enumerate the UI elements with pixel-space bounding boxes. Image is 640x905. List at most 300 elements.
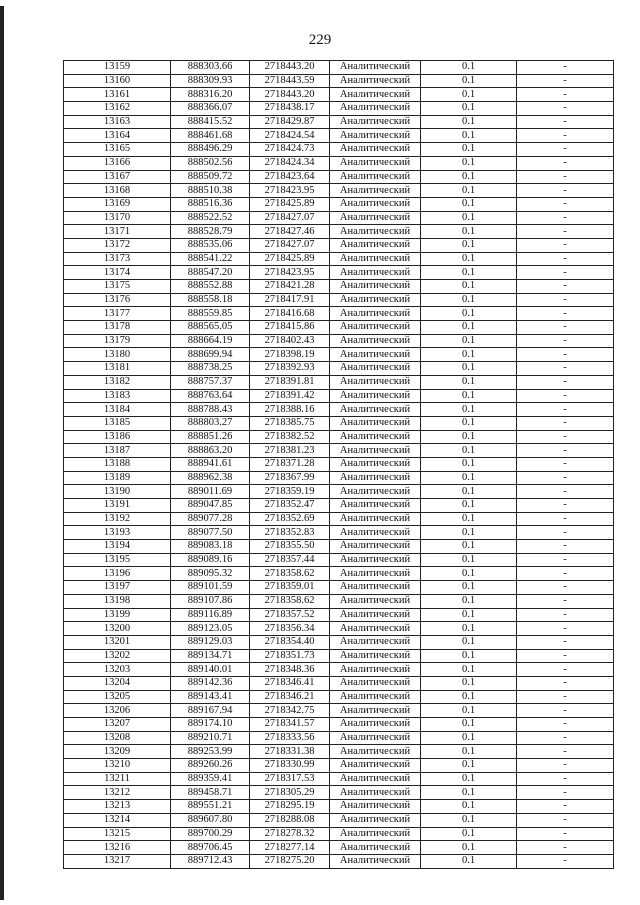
y-coordinate-cell: 2718275.20 — [250, 854, 330, 868]
method-cell: Аналитический — [330, 88, 421, 102]
note-cell: - — [517, 143, 614, 157]
note-cell: - — [517, 622, 614, 636]
point-number-cell: 13191 — [64, 499, 171, 513]
y-coordinate-cell: 2718425.89 — [250, 252, 330, 266]
point-number-cell: 13202 — [64, 649, 171, 663]
y-coordinate-cell: 2718438.17 — [250, 102, 330, 116]
note-cell: - — [517, 88, 614, 102]
x-coordinate-cell: 888738.25 — [171, 362, 250, 376]
method-cell: Аналитический — [330, 622, 421, 636]
method-cell: Аналитический — [330, 663, 421, 677]
note-cell: - — [517, 102, 614, 116]
point-number-cell: 13183 — [64, 389, 171, 403]
note-cell: - — [517, 663, 614, 677]
x-coordinate-cell: 888547.20 — [171, 266, 250, 280]
note-cell: - — [517, 499, 614, 513]
y-coordinate-cell: 2718367.99 — [250, 471, 330, 485]
table-row — [64, 649, 614, 663]
table-row — [64, 156, 614, 170]
accuracy-cell: 0.1 — [421, 786, 517, 800]
method-cell: Аналитический — [330, 718, 421, 732]
method-cell: Аналитический — [330, 813, 421, 827]
method-cell: Аналитический — [330, 772, 421, 786]
note-cell: - — [517, 540, 614, 554]
note-cell: - — [517, 293, 614, 307]
method-cell: Аналитический — [330, 676, 421, 690]
table-row — [64, 115, 614, 129]
accuracy-cell: 0.1 — [421, 280, 517, 294]
x-coordinate-cell: 888851.26 — [171, 430, 250, 444]
method-cell: Аналитический — [330, 238, 421, 252]
table-row — [64, 731, 614, 745]
accuracy-cell: 0.1 — [421, 676, 517, 690]
x-coordinate-cell: 888316.20 — [171, 88, 250, 102]
table-row — [64, 553, 614, 567]
x-coordinate-cell: 889107.86 — [171, 594, 250, 608]
accuracy-cell: 0.1 — [421, 540, 517, 554]
table-row — [64, 608, 614, 622]
point-number-cell: 13194 — [64, 540, 171, 554]
table-row — [64, 293, 614, 307]
point-number-cell: 13190 — [64, 485, 171, 499]
table-row — [64, 772, 614, 786]
accuracy-cell: 0.1 — [421, 690, 517, 704]
table-row — [64, 102, 614, 116]
table-row — [64, 129, 614, 143]
table-row — [64, 252, 614, 266]
table-row — [64, 74, 614, 88]
accuracy-cell: 0.1 — [421, 608, 517, 622]
accuracy-cell: 0.1 — [421, 772, 517, 786]
x-coordinate-cell: 888565.05 — [171, 321, 250, 335]
method-cell: Аналитический — [330, 540, 421, 554]
point-number-cell: 13211 — [64, 772, 171, 786]
method-cell: Аналитический — [330, 512, 421, 526]
accuracy-cell: 0.1 — [421, 225, 517, 239]
point-number-cell: 13185 — [64, 416, 171, 430]
y-coordinate-cell: 2718359.01 — [250, 581, 330, 595]
point-number-cell: 13180 — [64, 348, 171, 362]
note-cell: - — [517, 553, 614, 567]
point-number-cell: 13175 — [64, 280, 171, 294]
x-coordinate-cell: 888366.07 — [171, 102, 250, 116]
note-cell: - — [517, 485, 614, 499]
x-coordinate-cell: 889253.99 — [171, 745, 250, 759]
x-coordinate-cell: 889140.01 — [171, 663, 250, 677]
x-coordinate-cell: 889134.71 — [171, 649, 250, 663]
note-cell: - — [517, 704, 614, 718]
table-row — [64, 307, 614, 321]
scan-edge-line — [0, 6, 4, 900]
method-cell: Аналитический — [330, 827, 421, 841]
point-number-cell: 13212 — [64, 786, 171, 800]
note-cell: - — [517, 348, 614, 362]
point-number-cell: 13209 — [64, 745, 171, 759]
point-number-cell: 13163 — [64, 115, 171, 129]
note-cell: - — [517, 512, 614, 526]
y-coordinate-cell: 2718402.43 — [250, 334, 330, 348]
y-coordinate-cell: 2718288.08 — [250, 813, 330, 827]
method-cell: Аналитический — [330, 129, 421, 143]
note-cell: - — [517, 649, 614, 663]
note-cell: - — [517, 800, 614, 814]
accuracy-cell: 0.1 — [421, 334, 517, 348]
accuracy-cell: 0.1 — [421, 61, 517, 75]
x-coordinate-cell: 889260.26 — [171, 759, 250, 773]
y-coordinate-cell: 2718352.83 — [250, 526, 330, 540]
method-cell: Аналитический — [330, 252, 421, 266]
method-cell: Аналитический — [330, 170, 421, 184]
method-cell: Аналитический — [330, 375, 421, 389]
y-coordinate-cell: 2718382.52 — [250, 430, 330, 444]
point-number-cell: 13159 — [64, 61, 171, 75]
y-coordinate-cell: 2718443.20 — [250, 61, 330, 75]
method-cell: Аналитический — [330, 759, 421, 773]
note-cell: - — [517, 731, 614, 745]
table-row — [64, 88, 614, 102]
x-coordinate-cell: 888309.93 — [171, 74, 250, 88]
table-row — [64, 430, 614, 444]
accuracy-cell: 0.1 — [421, 827, 517, 841]
method-cell: Аналитический — [330, 266, 421, 280]
accuracy-cell: 0.1 — [421, 485, 517, 499]
table-row — [64, 718, 614, 732]
method-cell: Аналитический — [330, 745, 421, 759]
accuracy-cell: 0.1 — [421, 649, 517, 663]
x-coordinate-cell: 888941.61 — [171, 457, 250, 471]
method-cell: Аналитический — [330, 854, 421, 868]
method-cell: Аналитический — [330, 280, 421, 294]
x-coordinate-cell: 888788.43 — [171, 403, 250, 417]
note-cell: - — [517, 526, 614, 540]
accuracy-cell: 0.1 — [421, 211, 517, 225]
note-cell: - — [517, 854, 614, 868]
point-number-cell: 13210 — [64, 759, 171, 773]
table-row — [64, 813, 614, 827]
table-row — [64, 184, 614, 198]
x-coordinate-cell: 888664.19 — [171, 334, 250, 348]
table-row — [64, 622, 614, 636]
y-coordinate-cell: 2718346.41 — [250, 676, 330, 690]
accuracy-cell: 0.1 — [421, 526, 517, 540]
method-cell: Аналитический — [330, 389, 421, 403]
accuracy-cell: 0.1 — [421, 321, 517, 335]
note-cell: - — [517, 745, 614, 759]
accuracy-cell: 0.1 — [421, 731, 517, 745]
point-number-cell: 13205 — [64, 690, 171, 704]
point-number-cell: 13197 — [64, 581, 171, 595]
note-cell: - — [517, 718, 614, 732]
y-coordinate-cell: 2718443.20 — [250, 88, 330, 102]
accuracy-cell: 0.1 — [421, 266, 517, 280]
y-coordinate-cell: 2718358.62 — [250, 567, 330, 581]
x-coordinate-cell: 888303.66 — [171, 61, 250, 75]
point-number-cell: 13208 — [64, 731, 171, 745]
y-coordinate-cell: 2718417.91 — [250, 293, 330, 307]
method-cell: Аналитический — [330, 731, 421, 745]
accuracy-cell: 0.1 — [421, 362, 517, 376]
table-row — [64, 403, 614, 417]
x-coordinate-cell: 888863.20 — [171, 444, 250, 458]
y-coordinate-cell: 2718333.56 — [250, 731, 330, 745]
table-row — [64, 143, 614, 157]
table-row — [64, 635, 614, 649]
point-number-cell: 13169 — [64, 197, 171, 211]
method-cell: Аналитический — [330, 74, 421, 88]
method-cell: Аналитический — [330, 156, 421, 170]
point-number-cell: 13181 — [64, 362, 171, 376]
note-cell: - — [517, 813, 614, 827]
method-cell: Аналитический — [330, 362, 421, 376]
note-cell: - — [517, 635, 614, 649]
accuracy-cell: 0.1 — [421, 238, 517, 252]
method-cell: Аналитический — [330, 800, 421, 814]
method-cell: Аналитический — [330, 608, 421, 622]
accuracy-cell: 0.1 — [421, 704, 517, 718]
accuracy-cell: 0.1 — [421, 457, 517, 471]
accuracy-cell: 0.1 — [421, 170, 517, 184]
method-cell: Аналитический — [330, 485, 421, 499]
y-coordinate-cell: 2718358.62 — [250, 594, 330, 608]
x-coordinate-cell: 889142.36 — [171, 676, 250, 690]
accuracy-cell: 0.1 — [421, 348, 517, 362]
accuracy-cell: 0.1 — [421, 635, 517, 649]
note-cell: - — [517, 307, 614, 321]
point-number-cell: 13168 — [64, 184, 171, 198]
y-coordinate-cell: 2718424.34 — [250, 156, 330, 170]
x-coordinate-cell: 889083.18 — [171, 540, 250, 554]
point-number-cell: 13189 — [64, 471, 171, 485]
method-cell: Аналитический — [330, 567, 421, 581]
accuracy-cell: 0.1 — [421, 594, 517, 608]
table-row — [64, 512, 614, 526]
table-row — [64, 225, 614, 239]
method-cell: Аналитический — [330, 786, 421, 800]
note-cell: - — [517, 334, 614, 348]
method-cell: Аналитический — [330, 526, 421, 540]
note-cell: - — [517, 280, 614, 294]
point-number-cell: 13203 — [64, 663, 171, 677]
accuracy-cell: 0.1 — [421, 115, 517, 129]
x-coordinate-cell: 889077.50 — [171, 526, 250, 540]
note-cell: - — [517, 690, 614, 704]
accuracy-cell: 0.1 — [421, 622, 517, 636]
method-cell: Аналитический — [330, 293, 421, 307]
method-cell: Аналитический — [330, 444, 421, 458]
table-row — [64, 704, 614, 718]
y-coordinate-cell: 2718423.64 — [250, 170, 330, 184]
y-coordinate-cell: 2718357.44 — [250, 553, 330, 567]
table-row — [64, 841, 614, 855]
point-number-cell: 13165 — [64, 143, 171, 157]
note-cell: - — [517, 594, 614, 608]
table-row — [64, 238, 614, 252]
table-row — [64, 759, 614, 773]
x-coordinate-cell: 889167.94 — [171, 704, 250, 718]
table-row — [64, 485, 614, 499]
accuracy-cell: 0.1 — [421, 471, 517, 485]
accuracy-cell: 0.1 — [421, 444, 517, 458]
x-coordinate-cell: 889129.03 — [171, 635, 250, 649]
method-cell: Аналитический — [330, 553, 421, 567]
note-cell: - — [517, 403, 614, 417]
note-cell: - — [517, 772, 614, 786]
note-cell: - — [517, 74, 614, 88]
note-cell: - — [517, 375, 614, 389]
table-row — [64, 594, 614, 608]
method-cell: Аналитический — [330, 184, 421, 198]
accuracy-cell: 0.1 — [421, 745, 517, 759]
table-row — [64, 526, 614, 540]
method-cell: Аналитический — [330, 334, 421, 348]
y-coordinate-cell: 2718352.47 — [250, 499, 330, 513]
y-coordinate-cell: 2718278.32 — [250, 827, 330, 841]
point-number-cell: 13196 — [64, 567, 171, 581]
note-cell: - — [517, 471, 614, 485]
x-coordinate-cell: 889210.71 — [171, 731, 250, 745]
y-coordinate-cell: 2718346.21 — [250, 690, 330, 704]
coordinates-table — [63, 60, 614, 869]
method-cell: Аналитический — [330, 143, 421, 157]
accuracy-cell: 0.1 — [421, 197, 517, 211]
y-coordinate-cell: 2718443.59 — [250, 74, 330, 88]
accuracy-cell: 0.1 — [421, 184, 517, 198]
table-row — [64, 362, 614, 376]
accuracy-cell: 0.1 — [421, 581, 517, 595]
note-cell: - — [517, 416, 614, 430]
table-row — [64, 800, 614, 814]
table-row — [64, 676, 614, 690]
accuracy-cell: 0.1 — [421, 499, 517, 513]
accuracy-cell: 0.1 — [421, 512, 517, 526]
table-row — [64, 827, 614, 841]
table-row — [64, 170, 614, 184]
y-coordinate-cell: 2718381.23 — [250, 444, 330, 458]
note-cell: - — [517, 841, 614, 855]
method-cell: Аналитический — [330, 225, 421, 239]
table-row — [64, 581, 614, 595]
x-coordinate-cell: 888535.06 — [171, 238, 250, 252]
x-coordinate-cell: 889095.32 — [171, 567, 250, 581]
y-coordinate-cell: 2718277.14 — [250, 841, 330, 855]
method-cell: Аналитический — [330, 471, 421, 485]
table-row — [64, 61, 614, 75]
point-number-cell: 13182 — [64, 375, 171, 389]
x-coordinate-cell: 888541.22 — [171, 252, 250, 266]
point-number-cell: 13207 — [64, 718, 171, 732]
method-cell: Аналитический — [330, 690, 421, 704]
accuracy-cell: 0.1 — [421, 567, 517, 581]
method-cell: Аналитический — [330, 403, 421, 417]
y-coordinate-cell: 2718341.57 — [250, 718, 330, 732]
note-cell: - — [517, 170, 614, 184]
y-coordinate-cell: 2718429.87 — [250, 115, 330, 129]
y-coordinate-cell: 2718427.07 — [250, 211, 330, 225]
method-cell: Аналитический — [330, 416, 421, 430]
point-number-cell: 13161 — [64, 88, 171, 102]
table-row — [64, 348, 614, 362]
note-cell: - — [517, 156, 614, 170]
x-coordinate-cell: 888757.37 — [171, 375, 250, 389]
y-coordinate-cell: 2718424.54 — [250, 129, 330, 143]
method-cell: Аналитический — [330, 321, 421, 335]
table-row — [64, 457, 614, 471]
x-coordinate-cell: 888962.38 — [171, 471, 250, 485]
x-coordinate-cell: 889047.85 — [171, 499, 250, 513]
point-number-cell: 13178 — [64, 321, 171, 335]
table-row — [64, 389, 614, 403]
point-number-cell: 13214 — [64, 813, 171, 827]
x-coordinate-cell: 889607.80 — [171, 813, 250, 827]
note-cell: - — [517, 567, 614, 581]
note-cell: - — [517, 321, 614, 335]
point-number-cell: 13199 — [64, 608, 171, 622]
y-coordinate-cell: 2718371.28 — [250, 457, 330, 471]
table-row — [64, 499, 614, 513]
point-number-cell: 13167 — [64, 170, 171, 184]
accuracy-cell: 0.1 — [421, 663, 517, 677]
note-cell: - — [517, 211, 614, 225]
accuracy-cell: 0.1 — [421, 718, 517, 732]
note-cell: - — [517, 238, 614, 252]
note-cell: - — [517, 197, 614, 211]
table-row — [64, 266, 614, 280]
y-coordinate-cell: 2718305.29 — [250, 786, 330, 800]
x-coordinate-cell: 888552.88 — [171, 280, 250, 294]
method-cell: Аналитический — [330, 348, 421, 362]
y-coordinate-cell: 2718427.46 — [250, 225, 330, 239]
point-number-cell: 13188 — [64, 457, 171, 471]
note-cell: - — [517, 759, 614, 773]
table-row — [64, 197, 614, 211]
y-coordinate-cell: 2718416.68 — [250, 307, 330, 321]
accuracy-cell: 0.1 — [421, 416, 517, 430]
y-coordinate-cell: 2718331.38 — [250, 745, 330, 759]
y-coordinate-cell: 2718317.53 — [250, 772, 330, 786]
x-coordinate-cell: 888559.85 — [171, 307, 250, 321]
x-coordinate-cell: 888763.64 — [171, 389, 250, 403]
y-coordinate-cell: 2718330.99 — [250, 759, 330, 773]
y-coordinate-cell: 2718388.16 — [250, 403, 330, 417]
x-coordinate-cell: 889123.05 — [171, 622, 250, 636]
table-row — [64, 540, 614, 554]
accuracy-cell: 0.1 — [421, 553, 517, 567]
x-coordinate-cell: 889174.10 — [171, 718, 250, 732]
y-coordinate-cell: 2718356.34 — [250, 622, 330, 636]
x-coordinate-cell: 888516.36 — [171, 197, 250, 211]
y-coordinate-cell: 2718295.19 — [250, 800, 330, 814]
table-row — [64, 745, 614, 759]
note-cell: - — [517, 129, 614, 143]
note-cell: - — [517, 608, 614, 622]
note-cell: - — [517, 676, 614, 690]
note-cell: - — [517, 252, 614, 266]
note-cell: - — [517, 115, 614, 129]
point-number-cell: 13200 — [64, 622, 171, 636]
accuracy-cell: 0.1 — [421, 841, 517, 855]
y-coordinate-cell: 2718425.89 — [250, 197, 330, 211]
point-number-cell: 13206 — [64, 704, 171, 718]
point-number-cell: 13172 — [64, 238, 171, 252]
point-number-cell: 13201 — [64, 635, 171, 649]
table-row — [64, 854, 614, 868]
x-coordinate-cell: 888522.52 — [171, 211, 250, 225]
note-cell: - — [517, 444, 614, 458]
y-coordinate-cell: 2718385.75 — [250, 416, 330, 430]
note-cell: - — [517, 266, 614, 280]
x-coordinate-cell: 889551.21 — [171, 800, 250, 814]
note-cell: - — [517, 827, 614, 841]
